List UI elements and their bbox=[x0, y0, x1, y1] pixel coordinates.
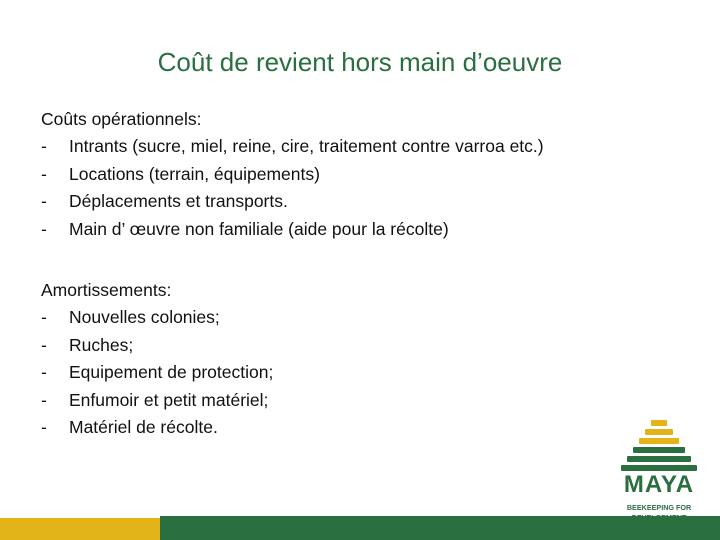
list-item-text: Intrants (sucre, miel, reine, cire, traitement contre varroa etc.) bbox=[69, 136, 544, 157]
list-item-text: Matériel de récolte. bbox=[69, 417, 218, 438]
logo-wordmark: MAYA bbox=[623, 471, 695, 498]
list-item-text: Ruches; bbox=[69, 334, 134, 355]
bullet-list bbox=[41, 304, 273, 441]
section-heading: Coûts opérationnels: bbox=[41, 109, 202, 129]
list-item-text: Nouvelles colonies; bbox=[69, 307, 220, 328]
depreciation-section bbox=[41, 277, 273, 441]
list-item bbox=[41, 133, 544, 160]
list-item-text: Enfumoir et petit matériel; bbox=[69, 389, 269, 410]
bullet-dash: - bbox=[41, 334, 47, 355]
list-item-text: Main d’ œuvre non familiale (aide pour la récolte) bbox=[69, 218, 449, 239]
section-heading: Amortissements: bbox=[41, 280, 172, 300]
bullet-dash: - bbox=[41, 163, 47, 184]
list-item bbox=[41, 161, 544, 188]
hive-stripes-icon bbox=[614, 412, 704, 472]
list-item bbox=[41, 414, 273, 441]
bullet-dash: - bbox=[41, 191, 47, 212]
operational-costs-section bbox=[41, 106, 544, 243]
footer-green-bar bbox=[160, 516, 720, 540]
list-item bbox=[41, 304, 273, 331]
list-item bbox=[41, 216, 544, 243]
bullet-dash: - bbox=[41, 417, 47, 438]
list-item-text: Locations (terrain, équipements) bbox=[69, 163, 320, 184]
list-item bbox=[41, 359, 273, 386]
list-item bbox=[41, 387, 273, 414]
maya-logo bbox=[614, 412, 704, 526]
bullet-dash: - bbox=[41, 389, 47, 410]
footer-yellow-bar bbox=[0, 518, 160, 540]
bullet-dash: - bbox=[41, 218, 47, 239]
list-item bbox=[41, 188, 544, 215]
slide-title: Coût de revient hors main d’oeuvre bbox=[157, 47, 563, 77]
list-item-text: Equipement de protection; bbox=[69, 362, 274, 383]
list-item-text: Déplacements et transports. bbox=[69, 191, 288, 212]
bullet-list bbox=[41, 133, 544, 243]
logo-tagline-line1: BEEKEEPING FOR bbox=[626, 503, 692, 512]
list-item bbox=[41, 332, 273, 359]
bullet-dash: - bbox=[41, 307, 47, 328]
bullet-dash: - bbox=[41, 362, 47, 383]
bullet-dash: - bbox=[41, 136, 47, 157]
